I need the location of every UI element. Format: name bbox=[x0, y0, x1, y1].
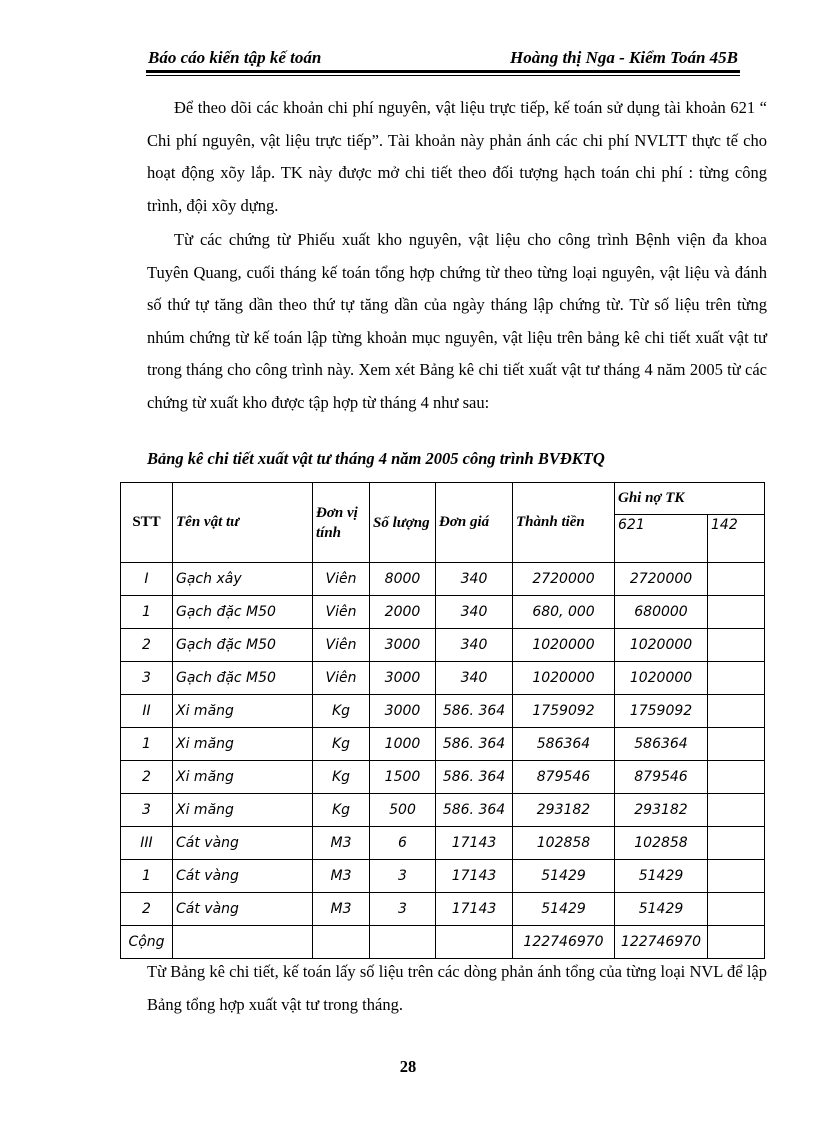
cell-tk621: 1020000 bbox=[615, 629, 708, 662]
cell-tk621: 2720000 bbox=[615, 563, 708, 596]
cell-tk621: 51429 bbox=[615, 893, 708, 926]
cell-stt: 2 bbox=[121, 761, 173, 794]
cell-tk142 bbox=[708, 827, 765, 860]
paragraph-2-text: Từ các chứng từ Phiếu xuất kho nguyên, vật liệu cho công trình Bệnh viện đa khoa Tuyên Quang, cuối tháng kế toán tổng hợp chứng từ theo từng loại nguyên, vật liệu và đánh số thứ tự tăng dần theo thứ tự tăng dần của ngày tháng lập chứng từ. Từ số liệu trên từng nhúm chứng từ kế toán lập từng khoản mục nguyên, vật liệu trên bảng kê chi tiết xuất vật tư trong tháng cho công trình này. Xem xét Bảng kê chi tiết xuất vật tư tháng 4 năm 2005 từ các chứng từ xuất kho được tập hợp từ tháng 4 như sau: bbox=[147, 230, 767, 412]
cell-name: Cát vàng bbox=[173, 893, 313, 926]
cell-stt: 1 bbox=[121, 596, 173, 629]
cell-amount: 680, 000 bbox=[513, 596, 615, 629]
cell-tk142 bbox=[708, 728, 765, 761]
table-row bbox=[121, 662, 765, 695]
cell-amount: 122746970 bbox=[513, 926, 615, 959]
cell-tk621: 1020000 bbox=[615, 662, 708, 695]
cell-name: Cát vàng bbox=[173, 827, 313, 860]
paragraph-2 bbox=[147, 224, 767, 419]
cell-price: 340 bbox=[436, 563, 513, 596]
cell-qty bbox=[370, 926, 436, 959]
cell-amount: 1020000 bbox=[513, 662, 615, 695]
cell-unit: Viên bbox=[313, 629, 370, 662]
cell-tk621: 879546 bbox=[615, 761, 708, 794]
col-header-unit: Đơn vị tính bbox=[313, 483, 370, 563]
cell-stt: 1 bbox=[121, 860, 173, 893]
col-header-price: Đơn giá bbox=[436, 483, 513, 563]
page-header bbox=[146, 46, 740, 72]
cell-tk142 bbox=[708, 563, 765, 596]
cell-price: 586. 364 bbox=[436, 695, 513, 728]
paragraph-1-text: Để theo dõi các khoản chi phí nguyên, vật liệu trực tiếp, kế toán sử dụng tài khoản 621 “ Chi phí nguyên, vật liệu trực tiếp”. Tài khoản này phản ánh các chi phí NVLTT thực tế cho hoạt động xõy lắp. TK này được mở chi tiết theo đối tượng hạch toán chi phí : từng công trình, đội xõy dựng. bbox=[147, 98, 767, 215]
cell-price: 340 bbox=[436, 629, 513, 662]
cell-qty: 8000 bbox=[370, 563, 436, 596]
cell-price: 586. 364 bbox=[436, 794, 513, 827]
cell-price bbox=[436, 926, 513, 959]
cell-amount: 51429 bbox=[513, 860, 615, 893]
cell-qty: 3 bbox=[370, 893, 436, 926]
cell-unit: Kg bbox=[313, 761, 370, 794]
cell-price: 586. 364 bbox=[436, 761, 513, 794]
cell-tk621: 293182 bbox=[615, 794, 708, 827]
cell-tk142 bbox=[708, 629, 765, 662]
cell-unit: M3 bbox=[313, 827, 370, 860]
table-row bbox=[121, 629, 765, 662]
cell-amount: 1020000 bbox=[513, 629, 615, 662]
cell-tk621: 51429 bbox=[615, 860, 708, 893]
cell-price: 340 bbox=[436, 662, 513, 695]
cell-amount: 586364 bbox=[513, 728, 615, 761]
paragraph-3-text: Từ Bảng kê chi tiết, kế toán lấy số liệu trên các dòng phản ánh tổng của từng loại NVL để lập Bảng tổng hợp xuất vật tư trong tháng. bbox=[147, 962, 767, 1014]
cell-name: Gạch xây bbox=[173, 563, 313, 596]
table-row bbox=[121, 761, 765, 794]
cell-qty: 3000 bbox=[370, 695, 436, 728]
cell-amount: 879546 bbox=[513, 761, 615, 794]
header-rule-thin bbox=[146, 75, 740, 76]
table-row bbox=[121, 926, 765, 959]
cell-unit: Kg bbox=[313, 728, 370, 761]
table-row bbox=[121, 596, 765, 629]
page-number: 28 bbox=[399, 1057, 417, 1076]
cell-unit: Kg bbox=[313, 794, 370, 827]
paragraph-1 bbox=[147, 92, 767, 222]
cell-tk621: 586364 bbox=[615, 728, 708, 761]
cell-price: 586. 364 bbox=[436, 728, 513, 761]
cell-name: Gạch đặc M50 bbox=[173, 629, 313, 662]
cell-qty: 6 bbox=[370, 827, 436, 860]
cell-tk142 bbox=[708, 662, 765, 695]
cell-tk142 bbox=[708, 695, 765, 728]
col-header-debit: Ghi nợ TK bbox=[615, 483, 765, 515]
table-row bbox=[121, 794, 765, 827]
cell-name: Gạch đặc M50 bbox=[173, 596, 313, 629]
cell-stt: 1 bbox=[121, 728, 173, 761]
table-row bbox=[121, 860, 765, 893]
cell-qty: 1500 bbox=[370, 761, 436, 794]
col-header-621: 621 bbox=[615, 515, 708, 563]
cell-qty: 500 bbox=[370, 794, 436, 827]
materials-table bbox=[120, 482, 765, 959]
cell-tk142 bbox=[708, 893, 765, 926]
col-header-amount: Thành tiền bbox=[513, 483, 615, 563]
header-right-text: Hoàng thị Nga - Kiểm Toán 45B bbox=[510, 48, 738, 67]
cell-unit: Viên bbox=[313, 563, 370, 596]
cell-unit: M3 bbox=[313, 893, 370, 926]
table-body bbox=[121, 563, 765, 959]
cell-name: Xi măng bbox=[173, 695, 313, 728]
cell-name: Xi măng bbox=[173, 728, 313, 761]
cell-price: 340 bbox=[436, 596, 513, 629]
table-row bbox=[121, 893, 765, 926]
cell-amount: 51429 bbox=[513, 893, 615, 926]
cell-stt: 2 bbox=[121, 893, 173, 926]
col-header-name: Tên vật tư bbox=[173, 483, 313, 563]
cell-stt: Cộng bbox=[121, 926, 173, 959]
cell-unit: M3 bbox=[313, 860, 370, 893]
header-left-text: Báo cáo kiến tập kế toán bbox=[148, 48, 322, 67]
cell-name: Xi măng bbox=[173, 794, 313, 827]
table-header-row bbox=[121, 483, 765, 515]
table-title: Bảng kê chi tiết xuất vật tư tháng 4 năm 2005 công trình BVĐKTQ bbox=[147, 449, 605, 468]
cell-name: Xi măng bbox=[173, 761, 313, 794]
table-row bbox=[121, 695, 765, 728]
cell-amount: 1759092 bbox=[513, 695, 615, 728]
cell-unit: Viên bbox=[313, 662, 370, 695]
col-header-qty: Số lượng bbox=[370, 483, 436, 563]
cell-unit: Viên bbox=[313, 596, 370, 629]
cell-tk621: 122746970 bbox=[615, 926, 708, 959]
cell-tk621: 1759092 bbox=[615, 695, 708, 728]
cell-amount: 102858 bbox=[513, 827, 615, 860]
cell-price: 17143 bbox=[436, 827, 513, 860]
cell-amount: 2720000 bbox=[513, 563, 615, 596]
table-row bbox=[121, 728, 765, 761]
cell-stt: 2 bbox=[121, 629, 173, 662]
cell-tk142 bbox=[708, 926, 765, 959]
cell-qty: 1000 bbox=[370, 728, 436, 761]
table-row bbox=[121, 563, 765, 596]
cell-price: 17143 bbox=[436, 860, 513, 893]
cell-stt: I bbox=[121, 563, 173, 596]
cell-stt: III bbox=[121, 827, 173, 860]
cell-tk142 bbox=[708, 860, 765, 893]
col-header-stt: STT bbox=[121, 483, 173, 563]
cell-name: Cát vàng bbox=[173, 860, 313, 893]
cell-qty: 3000 bbox=[370, 629, 436, 662]
cell-tk142 bbox=[708, 794, 765, 827]
table-row bbox=[121, 827, 765, 860]
cell-stt: 3 bbox=[121, 794, 173, 827]
cell-qty: 2000 bbox=[370, 596, 436, 629]
cell-name: Gạch đặc M50 bbox=[173, 662, 313, 695]
cell-stt: II bbox=[121, 695, 173, 728]
cell-price: 17143 bbox=[436, 893, 513, 926]
cell-unit bbox=[313, 926, 370, 959]
cell-tk142 bbox=[708, 761, 765, 794]
cell-tk621: 680000 bbox=[615, 596, 708, 629]
cell-qty: 3000 bbox=[370, 662, 436, 695]
cell-unit: Kg bbox=[313, 695, 370, 728]
cell-stt: 3 bbox=[121, 662, 173, 695]
cell-name bbox=[173, 926, 313, 959]
col-header-142: 142 bbox=[708, 515, 765, 563]
paragraph-3 bbox=[147, 956, 767, 1021]
header-rule bbox=[146, 70, 740, 73]
cell-tk142 bbox=[708, 596, 765, 629]
cell-amount: 293182 bbox=[513, 794, 615, 827]
cell-qty: 3 bbox=[370, 860, 436, 893]
cell-tk621: 102858 bbox=[615, 827, 708, 860]
